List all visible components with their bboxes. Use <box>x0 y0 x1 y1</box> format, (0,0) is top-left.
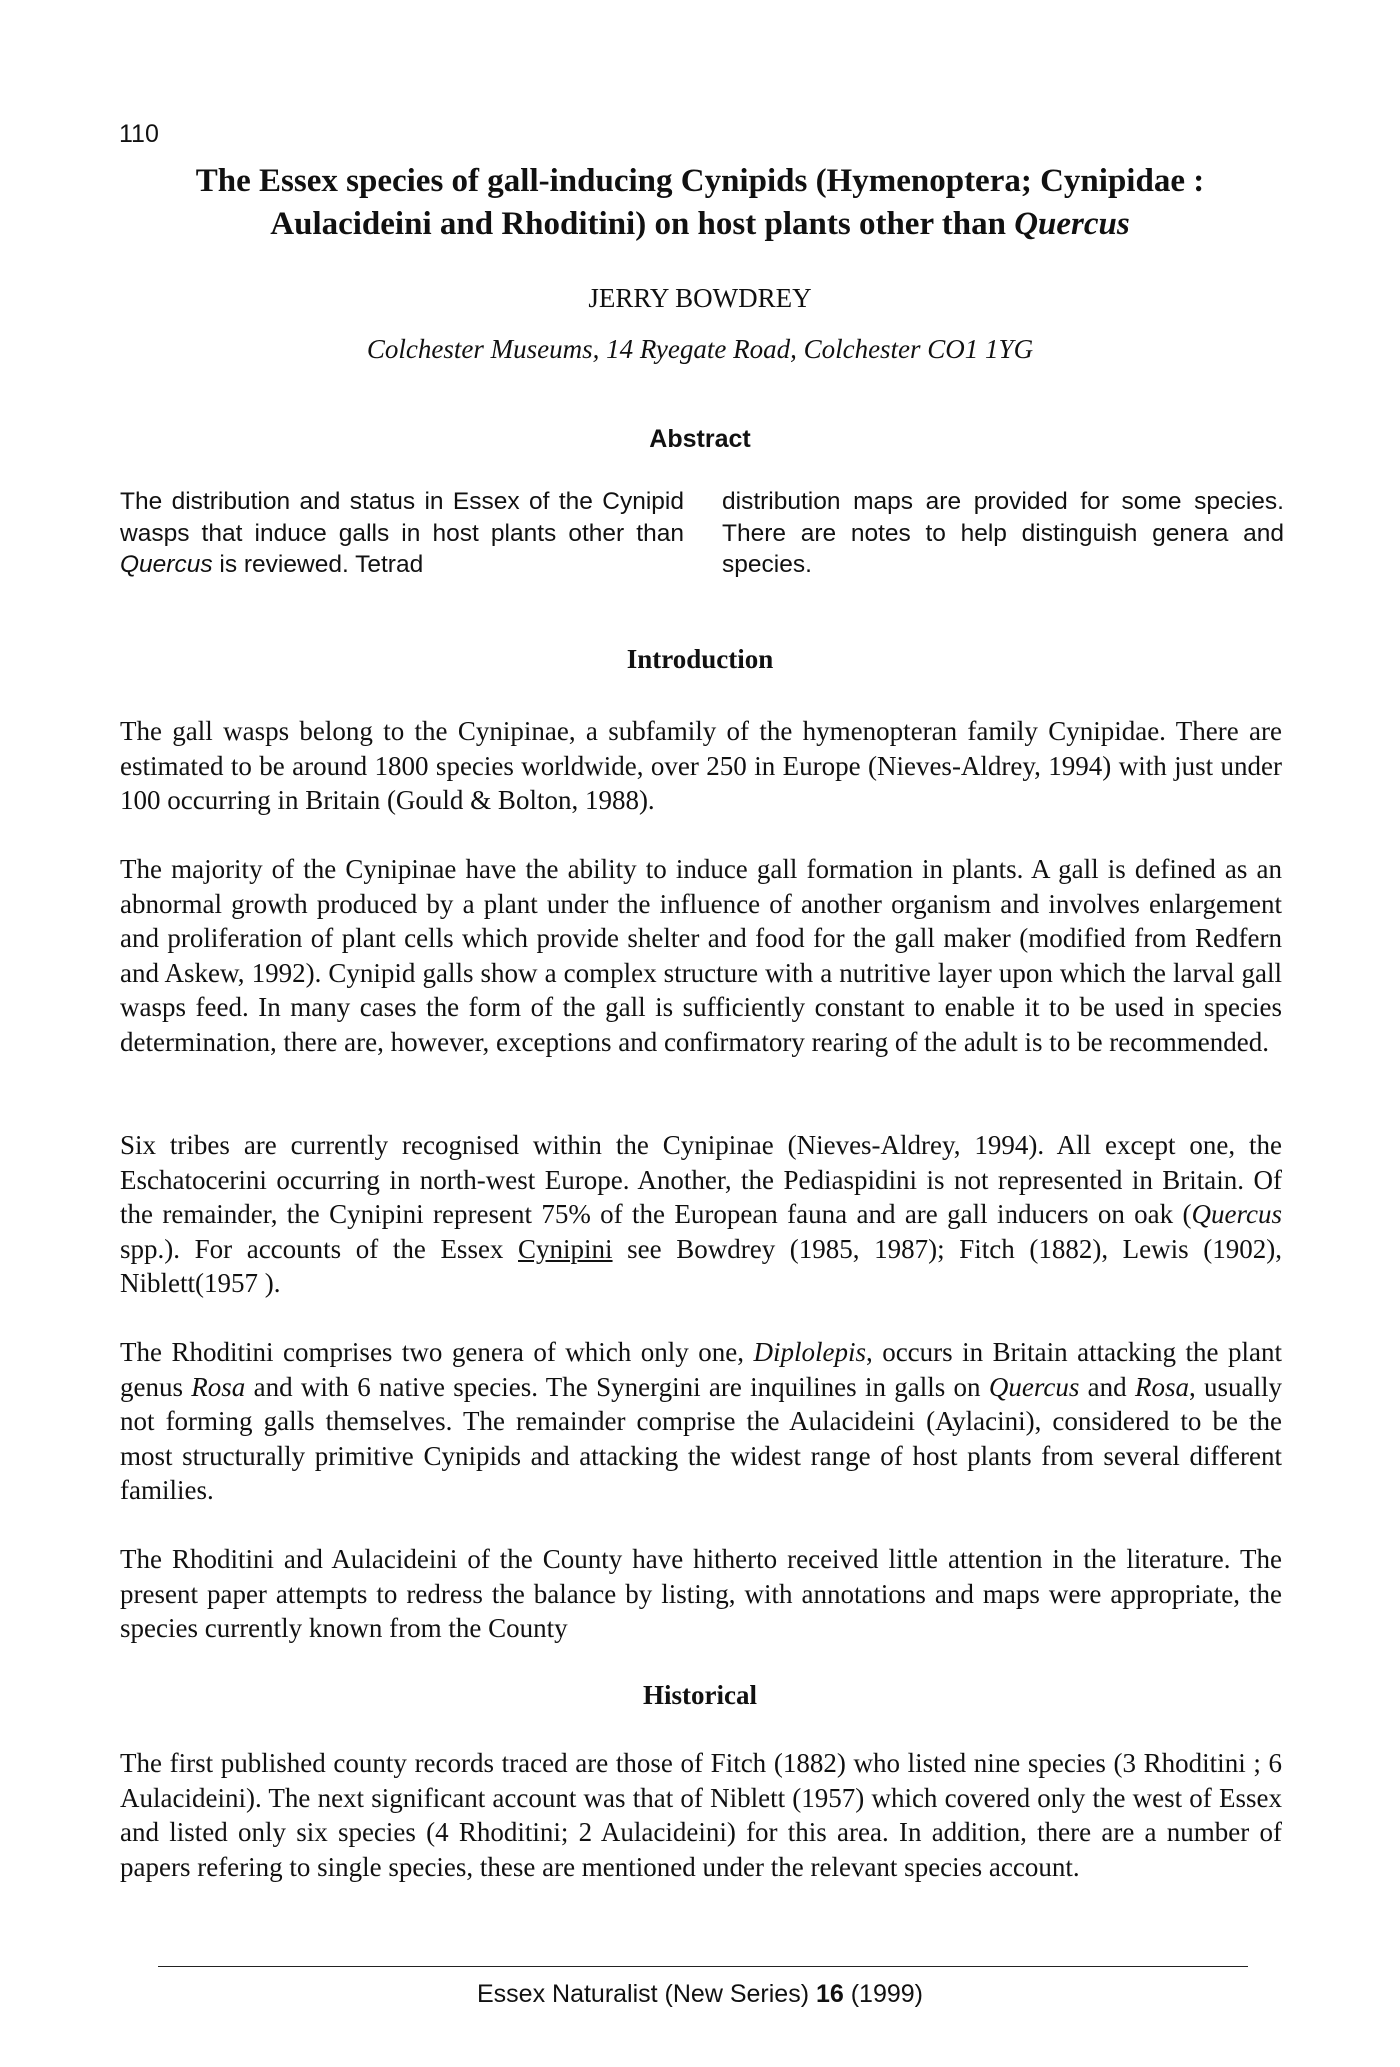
footer-divider <box>158 1966 1248 1967</box>
abstract-italic-quercus: Quercus <box>120 551 213 578</box>
p4-text-c: and with 6 native species. The Synergini are inquilines in galls on <box>245 1371 989 1402</box>
page-number: 110 <box>119 120 159 148</box>
historical-paragraph-1: The first published county records traced are those of Fitch (1882) who listed nine species (3 Rhoditini ; 6 Aulacideini). The next significant account was that of Niblett (1957) which covered only the west of Essex and listed only six species (4 Rhoditini; 2 Aulacideini) for this area. In addition, there are a number of papers refering to single species, these are mentioned under the relevant species account. <box>120 1748 1282 1882</box>
author-affiliation: Colchester Museums, 14 Ryegate Road, Colchester CO1 1YG <box>366 334 1034 364</box>
p4-italic-diplolepis: Diplolepis <box>753 1337 866 1367</box>
introduction-paragraph-2: The majority of the Cynipinae have the ability to induce gall formation in plants. A gall is defined as an abnormal growth produced by a plant under the influence of another organism and involves enlargement and proliferation of plant cells which provide shelter and food for the gall maker (modified from Redfern and Askew, 1992). Cynipid galls show a complex structure with a nutritive layer upon which the larval gall wasps feed. In many cases the form of the gall is sufficiently constant to enable it to be used in species determination, there are, however, exceptions and confirmatory rearing of the adult is to be recommended. <box>120 854 1282 1057</box>
p4-text-e: , usually not forming galls themselves. The remainder comprise the Aulacideini (Aylacini), considered to be the most structurally primitive Cynipids and attacking the widest range of host plants from several different families. <box>120 1371 1283 1505</box>
footer-volume: 16 <box>815 1980 844 2008</box>
abstract-left-text-2: is reviewed. Tetrad <box>212 551 424 578</box>
footer-journal-name: Essex Naturalist (New Series) <box>476 1980 816 2008</box>
introduction-paragraph-1: The gall wasps belong to the Cynipinae, a subfamily of the hymenopteran family Cynipidae. There are estimated to be around 1800 species worldwide, over 250 in Europe (Nieves-Aldrey, 1994) with just under 100 occurring in Britain (Gould & Bolton, 1988). <box>120 716 1282 815</box>
p3-text-c: see Bowdrey (1985, 1987); Fitch (1882), Lewis (1902), Niblett(1957 ). <box>120 1233 1282 1298</box>
introduction-heading: Introduction <box>626 644 774 674</box>
p3-text-b: spp.). For accounts of the Essex <box>120 1233 519 1264</box>
title-italic-quercus: Quercus <box>1014 206 1130 242</box>
journal-footer <box>120 1980 1280 2009</box>
footer-year: (1999) <box>843 1980 923 2008</box>
p4-italic-rosa-2: Rosa <box>1134 1371 1189 1402</box>
p3-text-a: Six tribes are currently recognised within the Cynipinae (Nieves-Aldrey, 1994). All except one, the Eschatocerini occurring in north-west Europe. Another, the Pediaspidini is not represented in Britain. Of the remainder, the Cynipini represent 75% of the European fauna and are gall inducers on oak ( <box>120 1130 1282 1229</box>
abstract-left-column <box>120 486 684 581</box>
p4-text-a: The Rhoditini comprises two genera of which only one, <box>120 1337 754 1367</box>
historical-heading: Historical <box>643 1680 757 1710</box>
abstract-right-column: distribution maps are provided for some species. There are notes to help distinguish genera and species. <box>722 488 1284 578</box>
article-title <box>120 160 1280 246</box>
p4-text-d: and <box>1079 1371 1135 1402</box>
abstract-heading: Abstract <box>649 425 751 453</box>
p3-italic-quercus: Quercus <box>1191 1199 1282 1229</box>
p4-text-b: , occurs in Britain attacking the plant genus <box>120 1337 1282 1402</box>
author-name: JERRY BOWDREY <box>588 283 812 313</box>
title-line-2 <box>120 203 1280 246</box>
introduction-paragraph-5: The Rhoditini and Aulacideini of the County have hitherto received little attention in the literature. The present paper attempts to redress the balance by listing, with annotations and maps were appropriate, the species currently known from the County <box>120 1544 1282 1643</box>
title-line-2-text: Aulacideini and Rhoditini) on host plants other than <box>270 206 1015 242</box>
introduction-paragraph-3 <box>120 1128 1282 1301</box>
abstract-left-text-1: The distribution and status in Essex of the Cynipid wasps that induce galls in host plants other than <box>120 488 684 547</box>
title-line-1: The Essex species of gall-inducing Cynipids (Hymenoptera; Cynipidae : <box>195 163 1205 199</box>
p4-italic-rosa: Rosa <box>191 1371 246 1402</box>
p3-underline-cynipini: Cynipini <box>518 1233 613 1264</box>
introduction-paragraph-4 <box>120 1335 1282 1508</box>
p4-italic-quercus: Quercus <box>988 1371 1080 1402</box>
